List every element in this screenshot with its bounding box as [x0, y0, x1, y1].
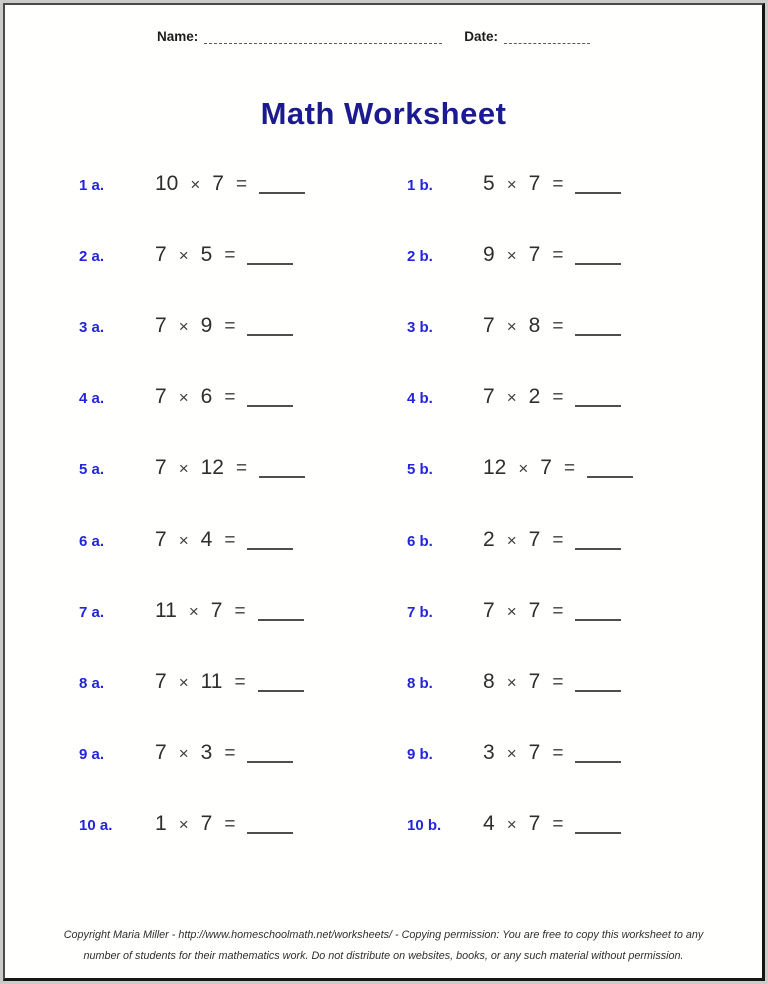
times-sign: ×	[188, 601, 199, 621]
times-sign: ×	[190, 174, 201, 194]
factor-1: 12	[483, 456, 507, 480]
equation	[155, 670, 304, 694]
date-blank-line	[504, 43, 590, 44]
problem-number: 5 b.	[407, 461, 433, 479]
factor-2: 11	[200, 669, 223, 693]
equation	[155, 314, 293, 338]
factor-1: 5	[483, 171, 495, 195]
factor-1: 3	[483, 741, 495, 765]
answer-blank	[575, 263, 621, 265]
answer-blank	[258, 690, 304, 692]
times-sign: ×	[178, 672, 189, 692]
answer-blank	[247, 832, 293, 834]
problem-number: 5 a.	[79, 461, 105, 479]
equation	[483, 599, 621, 623]
answer-blank	[575, 761, 621, 763]
factor-2: 7	[540, 456, 552, 480]
equals-sign: =	[552, 387, 564, 409]
equation	[155, 172, 305, 196]
factor-1: 2	[483, 527, 495, 551]
equation	[483, 812, 621, 836]
answer-blank	[575, 192, 621, 194]
equals-sign: =	[224, 814, 236, 836]
equals-sign: =	[224, 529, 236, 551]
times-sign: ×	[506, 388, 517, 408]
factor-1: 4	[483, 812, 495, 836]
factor-1: 7	[483, 385, 495, 409]
page-title: Math Worksheet	[260, 96, 507, 131]
worksheet-page	[3, 3, 765, 981]
problem-7a	[79, 599, 407, 623]
factor-2: 8	[528, 313, 541, 337]
answer-blank	[259, 192, 305, 194]
answer-blank	[587, 476, 633, 478]
equals-sign: =	[224, 244, 236, 266]
equals-sign: =	[234, 600, 246, 622]
equals-sign: =	[224, 315, 236, 337]
factor-1: 7	[155, 313, 167, 337]
problem-7b	[407, 599, 621, 623]
problem-row	[5, 433, 762, 504]
times-sign: ×	[506, 601, 517, 621]
problem-number: 8 b.	[407, 674, 433, 692]
factor-2: 7	[528, 669, 541, 693]
factor-2: 2	[528, 385, 541, 409]
problem-number: 10 a.	[79, 817, 113, 835]
equals-sign: =	[224, 743, 236, 765]
problem-number: 8 a.	[79, 674, 105, 692]
problem-10b	[407, 812, 621, 836]
answer-blank	[575, 405, 621, 407]
problem-number: 2 a.	[79, 247, 105, 265]
factor-1: 8	[483, 669, 495, 693]
problem-6b	[407, 528, 621, 552]
times-sign: ×	[506, 744, 517, 764]
equation	[155, 528, 293, 552]
equation	[483, 243, 621, 267]
problem-row	[5, 290, 762, 361]
problem-9b	[407, 741, 621, 765]
equals-sign: =	[235, 458, 248, 480]
problem-1a	[79, 172, 407, 196]
name-label: Name:	[157, 29, 199, 44]
factor-1: 7	[155, 242, 167, 266]
problem-number: 6 b.	[407, 532, 433, 550]
answer-blank	[247, 761, 293, 763]
equation	[483, 528, 621, 552]
factor-2: 12	[200, 456, 224, 480]
problem-3a	[79, 314, 407, 338]
factor-2: 4	[200, 527, 213, 551]
equation	[483, 670, 621, 694]
times-sign: ×	[506, 530, 517, 550]
date-label: Date:	[464, 29, 499, 44]
problem-number: 4 b.	[407, 390, 433, 408]
factor-1: 10	[155, 171, 179, 195]
factor-1: 9	[483, 242, 495, 266]
equals-sign: =	[552, 315, 564, 337]
factor-2: 3	[200, 741, 213, 765]
copyright-line-2: number of students for their mathematics work. Do not distribute on websites, books, or any such material without permission.	[83, 950, 684, 963]
factor-1: 7	[483, 598, 495, 622]
factor-2: 7	[528, 598, 541, 622]
equation	[483, 385, 621, 409]
factor-1: 7	[155, 527, 167, 551]
equation	[155, 385, 293, 409]
equals-sign: =	[552, 173, 564, 195]
factor-1: 1	[155, 812, 167, 836]
problem-1b	[407, 172, 621, 196]
problem-number: 4 a.	[79, 390, 105, 408]
equals-sign: =	[552, 244, 564, 266]
times-sign: ×	[506, 672, 517, 692]
equals-sign: =	[552, 814, 564, 836]
problem-number: 6 a.	[79, 532, 105, 550]
answer-blank	[247, 548, 293, 550]
times-sign: ×	[506, 174, 517, 194]
problem-number: 7 b.	[407, 603, 433, 621]
times-sign: ×	[506, 245, 517, 265]
factor-2: 7	[528, 741, 541, 765]
problem-number: 10 b.	[407, 817, 442, 835]
problem-9a	[79, 741, 407, 765]
answer-blank	[575, 619, 621, 621]
problem-row	[5, 646, 762, 717]
factor-2: 9	[200, 313, 213, 337]
times-sign: ×	[178, 744, 189, 764]
equation	[155, 812, 293, 836]
equation	[155, 456, 305, 480]
answer-blank	[258, 619, 304, 621]
problem-5a	[79, 456, 407, 480]
times-sign: ×	[178, 459, 189, 479]
problem-row	[5, 718, 762, 789]
problem-number: 2 b.	[407, 247, 433, 265]
problem-number: 9 a.	[79, 746, 105, 764]
problem-5b	[407, 456, 633, 480]
problem-number: 1 b.	[407, 176, 433, 194]
problem-8b	[407, 670, 621, 694]
name-blank-line	[204, 43, 442, 44]
equation	[155, 243, 293, 267]
equation	[483, 456, 633, 480]
problem-row	[5, 504, 762, 575]
equals-sign: =	[563, 458, 576, 480]
equals-sign: =	[552, 743, 564, 765]
factor-1: 7	[155, 669, 167, 693]
answer-blank	[259, 476, 305, 478]
answer-blank	[575, 548, 621, 550]
equation	[483, 172, 621, 196]
copyright-footer	[5, 925, 762, 968]
problem-8a	[79, 670, 407, 694]
times-sign: ×	[178, 245, 189, 265]
problem-2b	[407, 243, 621, 267]
factor-1: 7	[483, 313, 495, 337]
problem-6a	[79, 528, 407, 552]
factor-1: 7	[155, 385, 167, 409]
equals-sign: =	[552, 600, 564, 622]
problem-row	[5, 789, 762, 860]
times-sign: ×	[178, 388, 189, 408]
equals-sign: =	[234, 671, 246, 693]
times-sign: ×	[506, 815, 517, 835]
problem-row	[5, 219, 762, 290]
equals-sign: =	[552, 529, 564, 551]
factor-2: 6	[200, 385, 213, 409]
answer-blank	[575, 334, 621, 336]
factor-2: 5	[200, 242, 213, 266]
problem-row	[5, 362, 762, 433]
problem-row	[5, 575, 762, 646]
factor-2: 7	[528, 812, 541, 836]
answer-blank	[575, 832, 621, 834]
problem-4a	[79, 385, 407, 409]
problem-number: 1 a.	[79, 176, 105, 194]
factor-2: 7	[528, 527, 541, 551]
equals-sign: =	[224, 387, 236, 409]
name-date-header	[157, 29, 762, 44]
equation	[155, 741, 293, 765]
answer-blank	[575, 690, 621, 692]
problem-number: 9 b.	[407, 746, 433, 764]
copyright-line-1: Copyright Maria Miller - http://www.homeschoolmath.net/worksheets/ - Copying permission: You are free to copy this worksheet to any	[63, 928, 704, 941]
problem-4b	[407, 385, 621, 409]
factor-2: 7	[528, 171, 541, 195]
factor-1: 7	[155, 456, 167, 480]
problem-number: 3 b.	[407, 318, 433, 336]
problem-number: 3 a.	[79, 318, 105, 336]
answer-blank	[247, 334, 293, 336]
times-sign: ×	[178, 815, 189, 835]
problem-10a	[79, 812, 407, 836]
equation	[483, 314, 621, 338]
answer-blank	[247, 263, 293, 265]
factor-2: 7	[528, 242, 541, 266]
equation	[483, 741, 621, 765]
problem-number: 7 a.	[79, 603, 105, 621]
problem-3b	[407, 314, 621, 338]
factor-2: 7	[210, 598, 223, 622]
equals-sign: =	[235, 173, 248, 195]
factor-1: 7	[155, 741, 167, 765]
factor-2: 7	[212, 171, 224, 195]
factor-1: 11	[155, 598, 177, 622]
factor-2: 7	[200, 812, 213, 836]
times-sign: ×	[178, 316, 189, 336]
times-sign: ×	[518, 459, 529, 479]
problems-list	[5, 148, 762, 860]
times-sign: ×	[178, 530, 189, 550]
equation	[155, 599, 304, 623]
answer-blank	[247, 405, 293, 407]
problem-2a	[79, 243, 407, 267]
equals-sign: =	[552, 671, 564, 693]
times-sign: ×	[506, 316, 517, 336]
problem-row	[5, 148, 762, 219]
